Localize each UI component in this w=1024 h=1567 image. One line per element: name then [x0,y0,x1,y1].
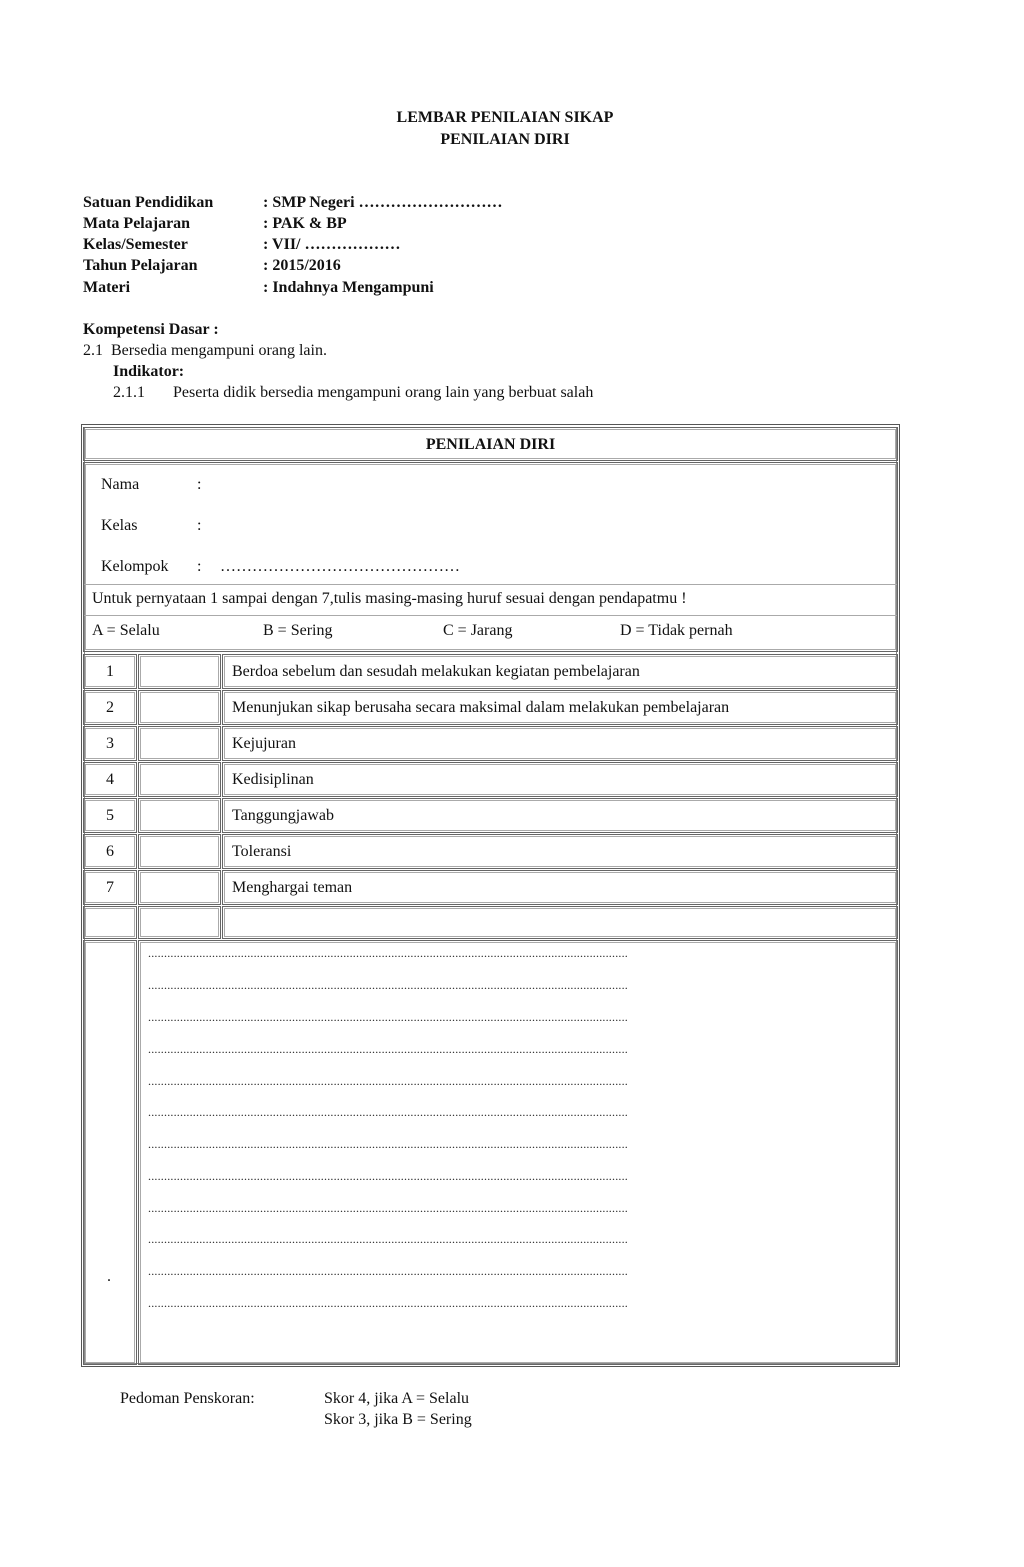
dotted-line: ...................................................................................................................................................... [148,978,628,992]
dotted-line: ...................................................................................................................................................... [148,1042,628,1056]
meta-value-mapel: : PAK & BP [263,215,347,232]
dotted-line: ...................................................................................................................................................... [148,1105,628,1119]
option-d: D = Tidak pernah [620,622,733,639]
answer-cell[interactable] [138,834,221,869]
field-colon-kelompok: : [197,558,202,575]
statement-text: Tanggungjawab [222,798,898,833]
kompetensi-heading: Kompetensi Dasar : [83,321,219,338]
item-number: 1 [83,654,137,689]
statement-text: Menghargai teman [222,870,898,905]
item-number: 2 [83,690,137,725]
statement-text: Menunjukan sikap berusaha secara maksimal dalam melakukan pembelajaran [222,690,898,725]
meta-value-materi: : Indahnya Mengampuni [263,279,434,296]
pedoman-line: Skor 3, jika B = Sering [324,1411,472,1428]
divider [84,615,897,616]
field-label-kelompok: Kelompok [101,558,169,575]
dotted-line: ...................................................................................................................................................... [148,1201,628,1215]
answer-cell[interactable] [138,798,221,833]
divider [84,584,897,585]
option-a: A = Selalu [92,622,160,639]
item-number: 3 [83,726,137,761]
kompetensi-dasar: 2.1 Bersedia mengampuni orang lain. [83,342,327,359]
indikator-heading: Indikator: [113,363,185,380]
meta-value-satuan: : SMP Negeri ……………………… [263,194,503,211]
meta-label-materi: Materi [83,279,131,296]
field-input-kelas[interactable] [220,517,520,537]
empty-cell [222,906,898,939]
page-subtitle: PENILAIAN DIRI [440,131,570,148]
dotted-line: ...................................................................................................................................................... [148,1074,628,1088]
statement-text: Toleransi [222,834,898,869]
item-number: 6 [83,834,137,869]
indikator-number: 2.1.1 [113,384,145,401]
option-b: B = Sering [263,622,333,639]
field-input-nama[interactable] [220,476,520,496]
field-label-kelas: Kelas [101,517,138,534]
dotted-line: ...................................................................................................................................................... [148,1137,628,1151]
dotted-line: ...................................................................................................................................................... [148,946,628,960]
meta-label-satuan: Satuan Pendidikan [83,194,214,211]
empty-cell[interactable] [138,906,221,939]
item-number: 7 [83,870,137,905]
meta-label-mapel: Mata Pelajaran [83,215,191,232]
field-colon-nama: : [197,476,202,493]
item-number: 4 [83,762,137,797]
meta-value-kelas: : VII/ ……………… [263,236,401,253]
meta-label-tahun: Tahun Pelajaran [83,257,198,274]
dotted-line: ...................................................................................................................................................... [148,1232,628,1246]
empty-cell [83,906,137,939]
answer-cell[interactable] [138,870,221,905]
dotted-line: ...................................................................................................................................................... [148,1169,628,1183]
statement-text: Kedisiplinan [222,762,898,797]
pedoman-line: Skor 4, jika A = Selalu [324,1390,470,1407]
dotted-line: ...................................................................................................................................................... [148,1264,628,1278]
statement-text: Berdoa sebelum dan sesudah melakukan kegiatan pembelajaran [222,654,898,689]
notes-side-cell [83,940,137,1365]
answer-cell[interactable] [138,762,221,797]
field-input-kelompok[interactable]: ……………………………………… [220,558,460,575]
pedoman-label: Pedoman Penskoran: [120,1390,255,1407]
field-label-nama: Nama [101,476,140,493]
table-heading: PENILAIAN DIRI [83,427,898,461]
answer-cell[interactable] [138,726,221,761]
indikator-text: Peserta didik bersedia mengampuni orang lain yang berbuat salah [173,384,594,401]
answer-cell[interactable] [138,654,221,689]
dotted-line: ...................................................................................................................................................... [148,1010,628,1024]
field-colon-kelas: : [197,517,202,534]
instruction-text: Untuk pernyataan 1 sampai dengan 7,tulis masing-masing huruf sesuai dengan pendapatmu ! [92,590,687,607]
meta-value-tahun: : 2015/2016 [263,257,341,274]
side-mark: . [107,1268,111,1285]
page-title: LEMBAR PENILAIAN SIKAP [396,109,614,126]
statement-text: Kejujuran [222,726,898,761]
answer-cell[interactable] [138,690,221,725]
item-number: 5 [83,798,137,833]
dotted-line: ...................................................................................................................................................... [148,1296,628,1310]
option-c: C = Jarang [443,622,513,639]
meta-label-kelas: Kelas/Semester [83,236,188,253]
